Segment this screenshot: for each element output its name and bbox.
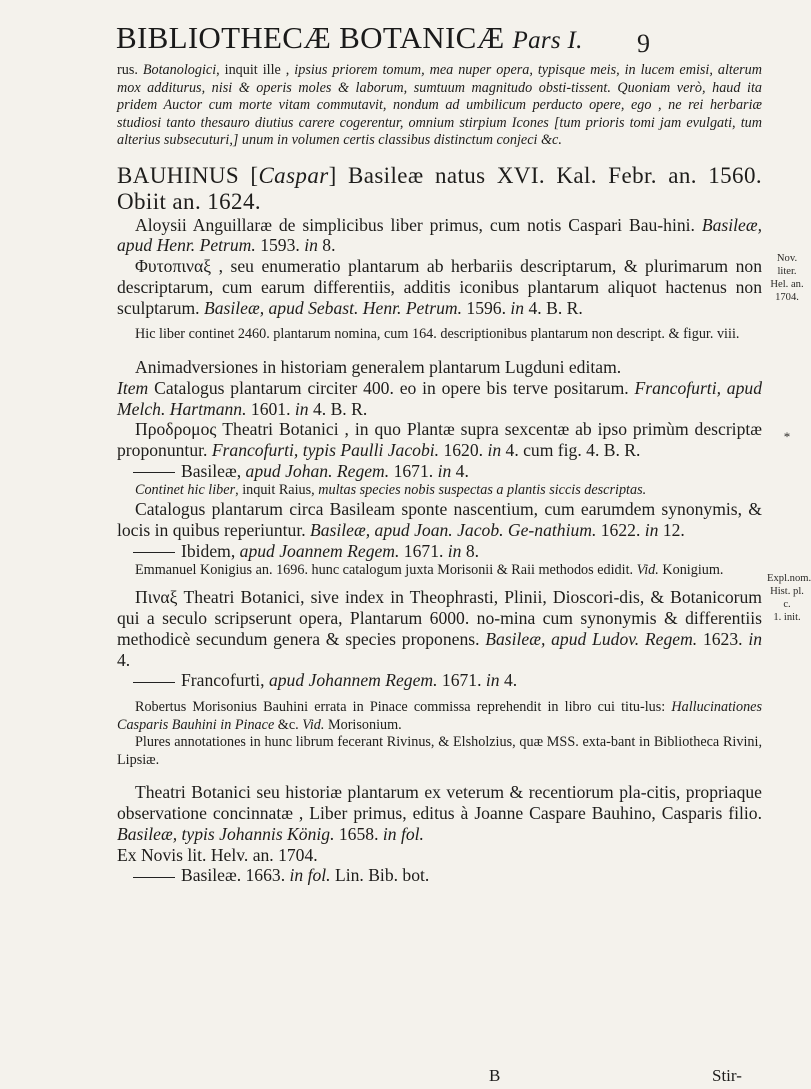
roman-text: Francofurti, [181, 670, 269, 691]
roman-text: BAUHINUS [ [117, 162, 259, 188]
roman-text: Φυτοπιναξ , seu enumeratio plantarum ab herbariis descriptarum, & plurimarum non descriptarum, cum earum differentiis, additis iconibus plantarum aliquot hactenus non sculptarum. [117, 256, 762, 318]
roman-text: Ex Novis lit. Helv. an. 1704. [117, 844, 318, 865]
part-label: Pars I. [512, 27, 583, 54]
roman-text: 1601. [246, 398, 295, 419]
roman-text: 1596. [462, 297, 511, 318]
italic-text: Basileæ, apud Henr. Petrum. [117, 214, 762, 256]
roman-text: 4. [499, 670, 518, 691]
italic-text: in [510, 297, 525, 318]
ditto-dash [133, 682, 175, 683]
entry-bauhin-head [117, 163, 762, 215]
entry-basileae-1671 [117, 461, 762, 482]
italic-text: apud Johan. Regem. [245, 460, 390, 481]
roman-text: Προδρομος Theatri Botanici , in quo Plantæ supra sexcentæ ab ipso primùm descriptæ proponuntur. [117, 419, 762, 461]
paragraph-gap [117, 691, 762, 699]
italic-text: Basileæ, typis Johannis König. [117, 823, 335, 844]
entry-continet [117, 482, 762, 500]
paragraph-gap [117, 150, 762, 163]
italic-text: apud Johannem Regem. [268, 670, 438, 691]
roman-text: Πιναξ Theatri Botanici, sive index in Theophrasti, Plinii, Dioscori-dis, & Botanicorum qui a seculo scripserunt opera, Plantarum 6000. no-mina cum synonymis & differentiis methodicè secundum genera & species proponens. [117, 587, 762, 649]
roman-text: &c. [274, 716, 303, 733]
margin-note-asterisk: * [783, 429, 791, 444]
roman-text: , inquit Raius, [235, 481, 319, 498]
italic-text: Francofurti, typis Paulli Jacobi. [211, 440, 440, 461]
margin-note-nov-liter: Nov. liter. Hel. an. 1704. [770, 253, 804, 303]
roman-text: Plures annotationes in hunc librum fecerant Rivinus, & Elsholzius, quæ MSS. exta-bant in Bibliotheca Rivini, Lipsiæ. [117, 734, 762, 768]
entry-item-catalogus [117, 378, 762, 420]
roman-text: Robertus Morisonius Bauhini errata in Pinace commissa reprehendit in libro cui titu-lus: [135, 699, 672, 716]
entry-ibidem-1671 [117, 541, 762, 562]
italic-text: Vid. [302, 716, 325, 733]
paragraph-gap [117, 344, 762, 357]
entry-francofurti-1671 [117, 670, 762, 691]
italic-text: in fol. [289, 865, 331, 886]
roman-text: Catalogus plantarum circiter 400. eo in opere bis terve positarum. [148, 377, 635, 398]
italic-text: in [748, 628, 763, 649]
roman-text: 1671. [399, 540, 448, 561]
italic-text: in [304, 235, 318, 256]
entry-emmanuel [117, 562, 762, 580]
roman-text: 4. [451, 460, 469, 481]
entry-animadv [117, 357, 762, 378]
signature-mark: B [489, 1066, 501, 1085]
italic-text: Basileæ, apud Ludov. Regem. [485, 628, 698, 649]
roman-text: 1671. [437, 670, 486, 691]
roman-text: 1671. [389, 460, 438, 481]
entry-phytopinax [117, 256, 762, 318]
italic-text: in [437, 460, 452, 481]
roman-text: Aloysii Anguillaræ de simplicibus liber primus, cum notis Caspari Bau-hini. [135, 214, 702, 235]
page-number: 9 [637, 29, 650, 58]
italic-text: Botanologici [142, 62, 217, 78]
entry-plures [117, 734, 762, 769]
italic-text: Hallucinationes Casparis Bauhini in Pinace [117, 699, 762, 733]
entry-theatri [117, 782, 762, 844]
roman-text: ] Basileæ natus XVI. Kal. Febr. an. 1560. Obiit an. 1624. [117, 162, 763, 214]
italic-text: Caspar [258, 162, 329, 188]
roman-text: Emmanuel Konigius an. 1696. hunc catalogum juxta Morisonii & Raii methodos edidit. [135, 561, 637, 578]
roman-text: Theatri Botanici seu historiæ plantarum ex veterum & recentiorum pla-citis, propriaque observatione concinnatæ , Liber primus, editus à Joanne Caspare Bauhino, Casparis filio. [117, 782, 762, 823]
roman-text: Morisonium. [324, 716, 402, 733]
italic-text: Vid. [636, 561, 659, 578]
roman-text: 8. [317, 235, 336, 256]
roman-text: Lin. Bib. bot. [330, 865, 430, 886]
roman-text: 4. B. R. [308, 398, 368, 419]
ditto-dash [133, 552, 175, 553]
ditto-dash [133, 472, 175, 473]
italic-text: Basileæ, apud Sebast. Henr. Petrum. [203, 297, 463, 318]
italic-text: apud Joannem Regem. [239, 540, 400, 561]
roman-text: Konigium. [658, 561, 724, 578]
paragraph-gap [117, 579, 762, 587]
roman-text: Hic liber continet 2460. plantarum nomina, cum 164. descriptionibus plantarum non descript. & figur. viii. [135, 326, 740, 343]
entry-intro-1 [117, 62, 762, 150]
roman-text: 12. [658, 520, 685, 541]
paragraph-gap [117, 769, 762, 782]
roman-text: 1623. [697, 628, 749, 649]
roman-text: 4. [117, 649, 131, 670]
running-title: BIBLIOTHECÆ BOTANICÆ Pars I. [116, 20, 583, 55]
roman-text: 1593. [255, 235, 305, 256]
margin-note-expl-nom: Expl.nom. Hist. pl. c. 1. init. [767, 573, 811, 623]
italic-text: Continet hic liber [135, 481, 236, 498]
roman-text: Animadversiones in historiam generalem plantarum Lugduni editam. [135, 356, 622, 377]
entry-prodromos [117, 419, 762, 461]
paragraph-gap [117, 318, 762, 326]
roman-text: Ibidem, [181, 540, 240, 561]
entry-ex-novis [117, 845, 762, 866]
roman-text: 4. B. R. [524, 297, 583, 318]
italic-text: ipsius priorem tomum, mea nuper opera, typisque meis, in lucem emisi, alterum mox additurus, nisi & operis moles & laborum, sumtuum magnitudo obsti-tissent. Quoniam verò, haud ita pridem Auctor cum morte vitam commutavit, nondum ad umbilicum perducto opere, ego , ne rei herbariæ studiosi tanto thesauro diutius carere cogerentur, omnium stirpium Icones [tum prioris tomi jam evulgati, tum alterius subsecuturi,] unum in volumen certis classibus distinctum conjeci &c. [117, 62, 762, 148]
roman-text: rus. [117, 62, 143, 78]
italic-text: in [487, 440, 502, 461]
roman-text: Basileæ. 1663. [181, 865, 290, 886]
entry-catalogus-basil [117, 499, 762, 541]
roman-text: , inquit ille , [216, 62, 295, 78]
roman-text: Catalogus plantarum circa Basileam sponte nascentium, cum earumdem synonymis, & locis in quibus reperiuntur. [117, 499, 762, 541]
italic-text: Item [117, 377, 149, 398]
page-header [116, 18, 776, 62]
ditto-dash [133, 877, 175, 878]
roman-text: 4. cum fig. 4. B. R. [501, 440, 641, 461]
catchword: Stir- [712, 1066, 742, 1085]
italic-text: multas species nobis suspectas a plantis siccis descriptas. [318, 481, 647, 498]
italic-text: in [644, 520, 659, 541]
italic-text: Francofurti, apud Melch. Hartmann. [117, 377, 762, 419]
entry-aloysii [117, 215, 762, 257]
roman-text: 1658. [334, 823, 383, 844]
italic-text: in [485, 670, 500, 691]
roman-text: 1622. [596, 520, 645, 541]
roman-text: Basileæ, [181, 460, 246, 481]
italic-text: in fol. [382, 823, 424, 844]
roman-text: 8. [461, 540, 480, 561]
entry-robertus [117, 699, 762, 734]
entry-basileae-1663 [117, 865, 762, 886]
italic-text: in [447, 540, 462, 561]
italic-text: in [294, 398, 309, 419]
entry-hic-liber [117, 326, 762, 344]
entry-pinax [117, 587, 762, 670]
main-text [117, 62, 762, 886]
italic-text: Basileæ, apud Joan. Jacob. Ge-nathium. [310, 520, 597, 541]
roman-text: 1620. [439, 440, 488, 461]
